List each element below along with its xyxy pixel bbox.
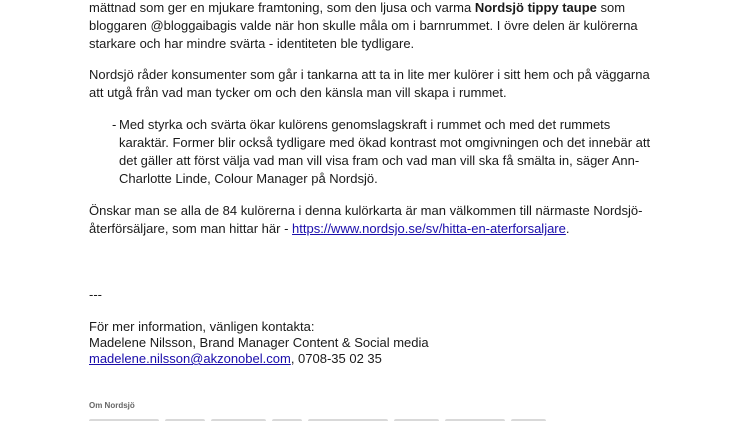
retailer-link[interactable]: https://www.nordsjo.se/sv/hitta-en-aterforsaljare [292,221,566,236]
email-link[interactable]: madelene.nilsson@akzonobel.com [89,351,291,366]
paragraph-2-line-1: Nordsjö råder konsumenter som går i tankarna att ta in lite mer kulörer i sitt hem och på väggarna [89,67,650,82]
bullet-line-1: Med styrka och svärta ökar kulörens genomslagskraft i rummet och med det rummets [119,117,611,132]
separator: --- [89,287,102,302]
product-name-bold: Nordsjö tippy taupe [474,0,597,15]
paragraph-3-line-2: återförsäljare, som man hittar här - https://www.nordsjo.se/sv/hitta-en-aterforsaljare. [89,221,570,236]
cut-off-text-line [89,412,649,421]
bullet-dash: - [112,117,117,132]
about-heading: Om Nordsjö [89,401,135,410]
bullet-line-3: det gäller att först välja vad man vill visa fram och vad man vill ska få smälta in, säger Ann- [119,153,640,168]
paragraph-1-line-2: bloggaren @bloggaibagis valde när hon skulle måla om i barnrummet. I övre delen är kulörerna [89,18,638,33]
bullet-line-2: karaktär. Former blir också tydligare med ökad kontrast mot omgivningen och det innebär att [119,135,651,150]
paragraph-3-line-1: Önskar man se alla de 84 kulörerna i denna kulörkarta är man välkommen till närmaste Nordsjö- [89,203,643,218]
paragraph-1-line-1: mättnad som ger en mjukare framtoning, som den ljusa och varma Nordsjö tippy taupe som [89,0,626,15]
bullet-line-4: Charlotte Linde, Colour Manager på Nordsjö. [119,171,378,186]
paragraph-1-line-3: starkare och har mindre svärta - identiteten ble tydligare. [89,36,415,51]
contact-intro: För mer information, vänligen kontakta: [89,319,315,334]
paragraph-2-line-2: att utgå från vad man tycker om och den känsla man vill skapa i rummet. [89,85,507,100]
contact-line: madelene.nilsson@akzonobel.com, 0708-35 02 35 [89,351,382,366]
contact-name: Madelene Nilsson, Brand Manager Content & Social media [89,335,429,350]
